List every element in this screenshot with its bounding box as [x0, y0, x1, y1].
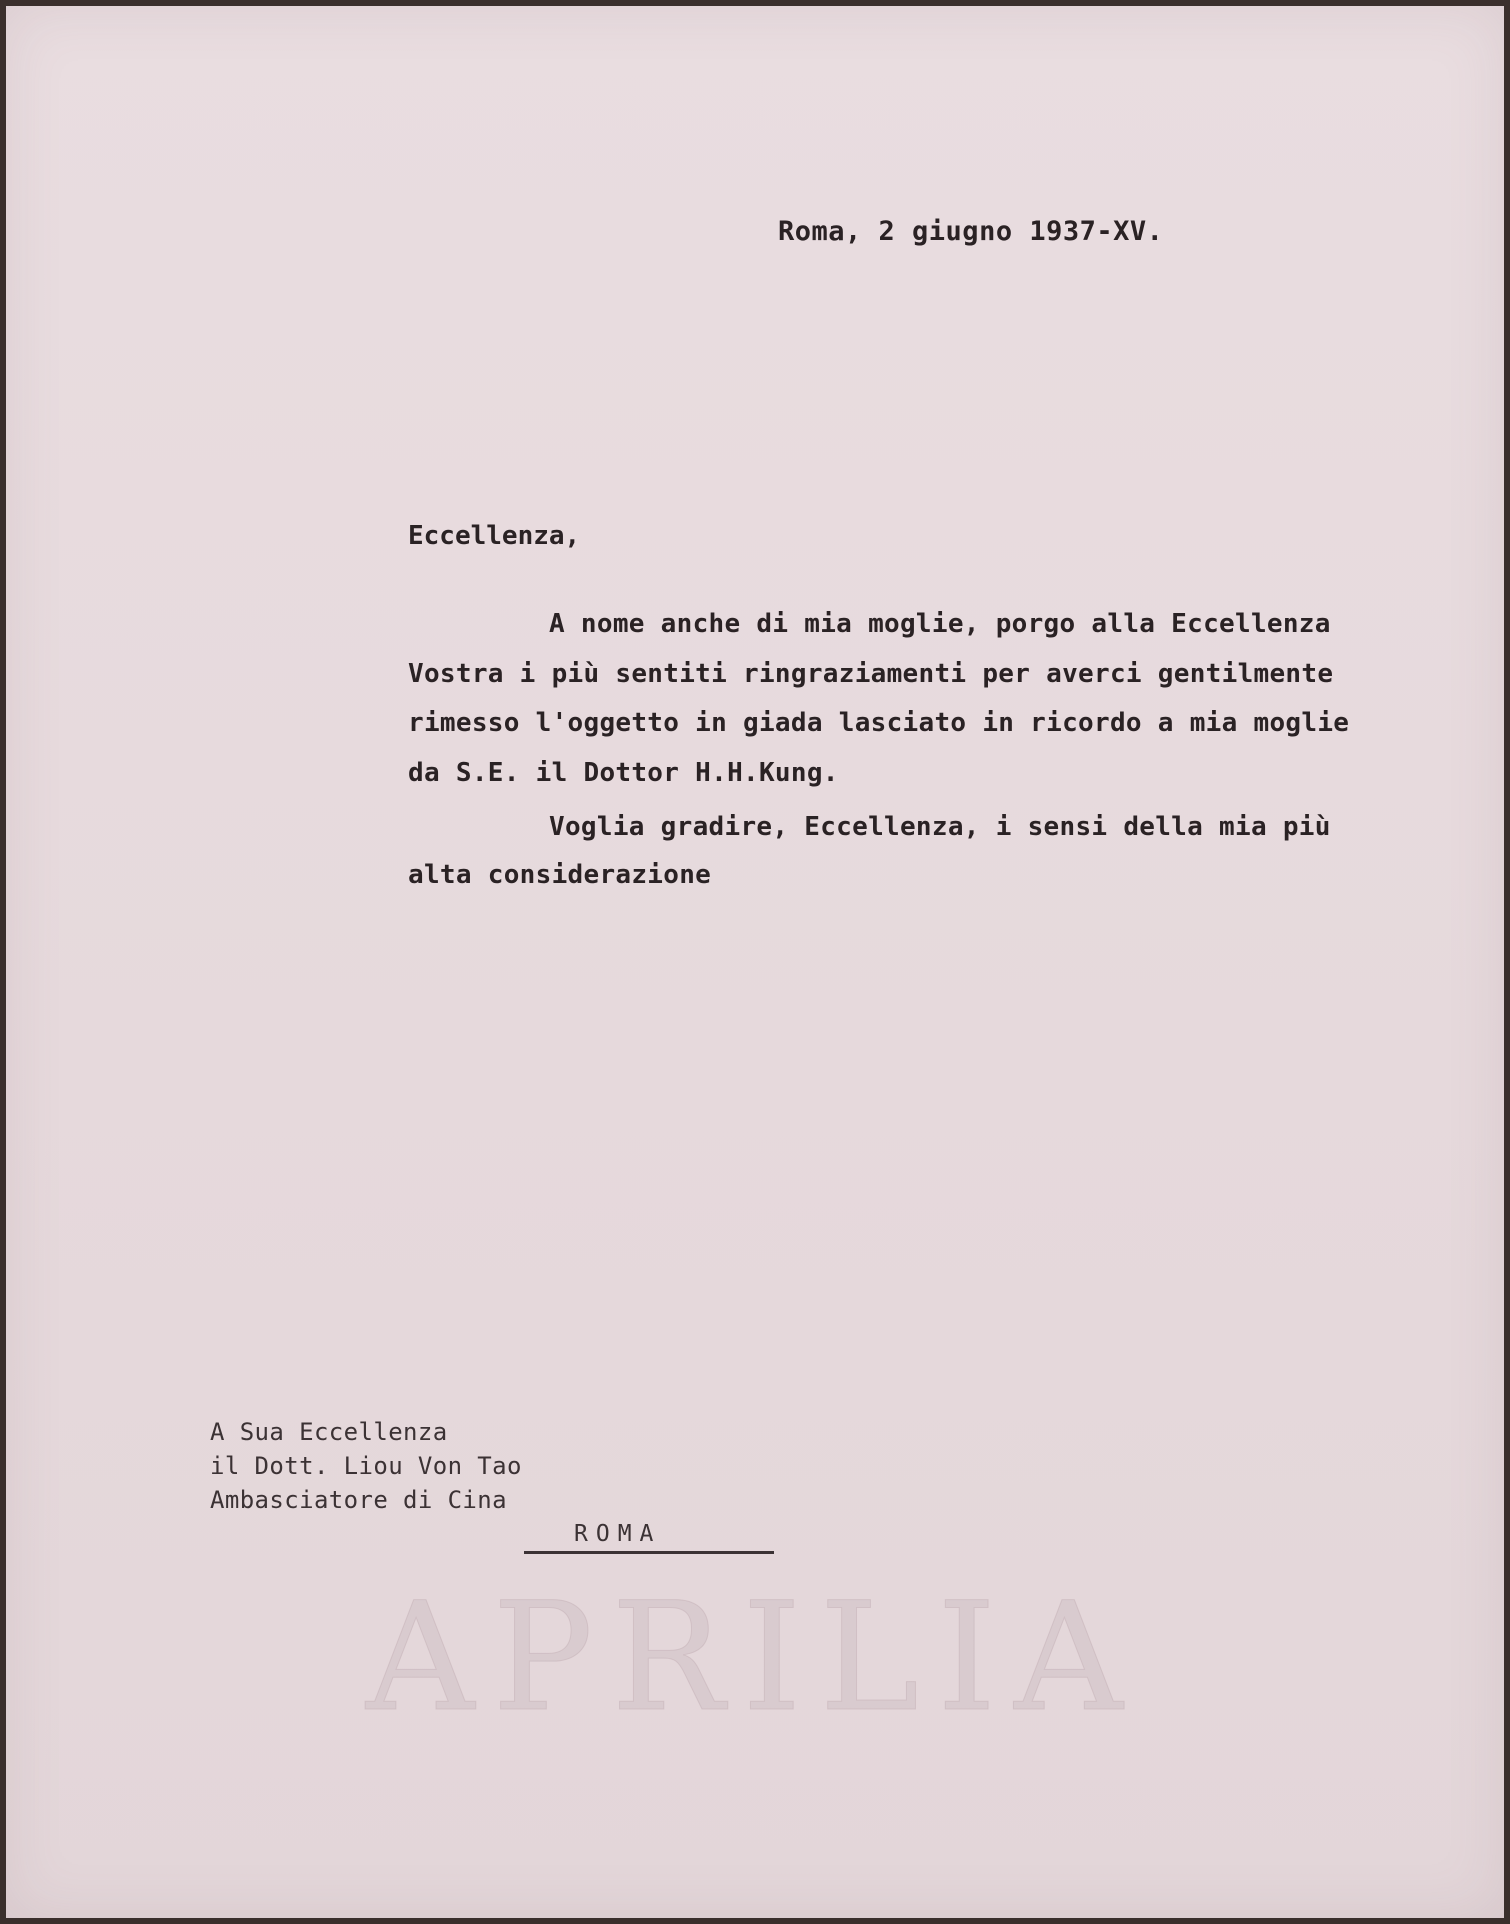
body-line: A nome anche di mia moglie, porgo alla Eccellenza [549, 609, 1331, 639]
city-underline [524, 1551, 774, 1554]
body-line: Vostra i più sentiti ringraziamenti per averci gentilmente [408, 659, 1334, 689]
paper-watermark: APRILIA [366, 1571, 1141, 1745]
body-line: alta considerazione [408, 860, 712, 890]
letter-salutation: Eccellenza, [408, 521, 581, 551]
body-line: Voglia gradire, Eccellenza, i sensi della mia più [549, 812, 1331, 842]
address-line: A Sua Eccellenza [210, 1418, 448, 1446]
address-city: ROMA [574, 1521, 662, 1547]
address-line: Ambasciatore di Cina [210, 1486, 507, 1514]
body-line: da S.E. il Dottor H.H.Kung. [408, 758, 839, 788]
body-line: rimesso l'oggetto in giada lasciato in ricordo a mia moglie [408, 708, 1350, 738]
address-line: il Dott. Liou Von Tao [210, 1452, 522, 1480]
letter-sheet [6, 6, 1504, 1918]
letter-date: Roma, 2 giugno 1937-XV. [778, 216, 1164, 247]
